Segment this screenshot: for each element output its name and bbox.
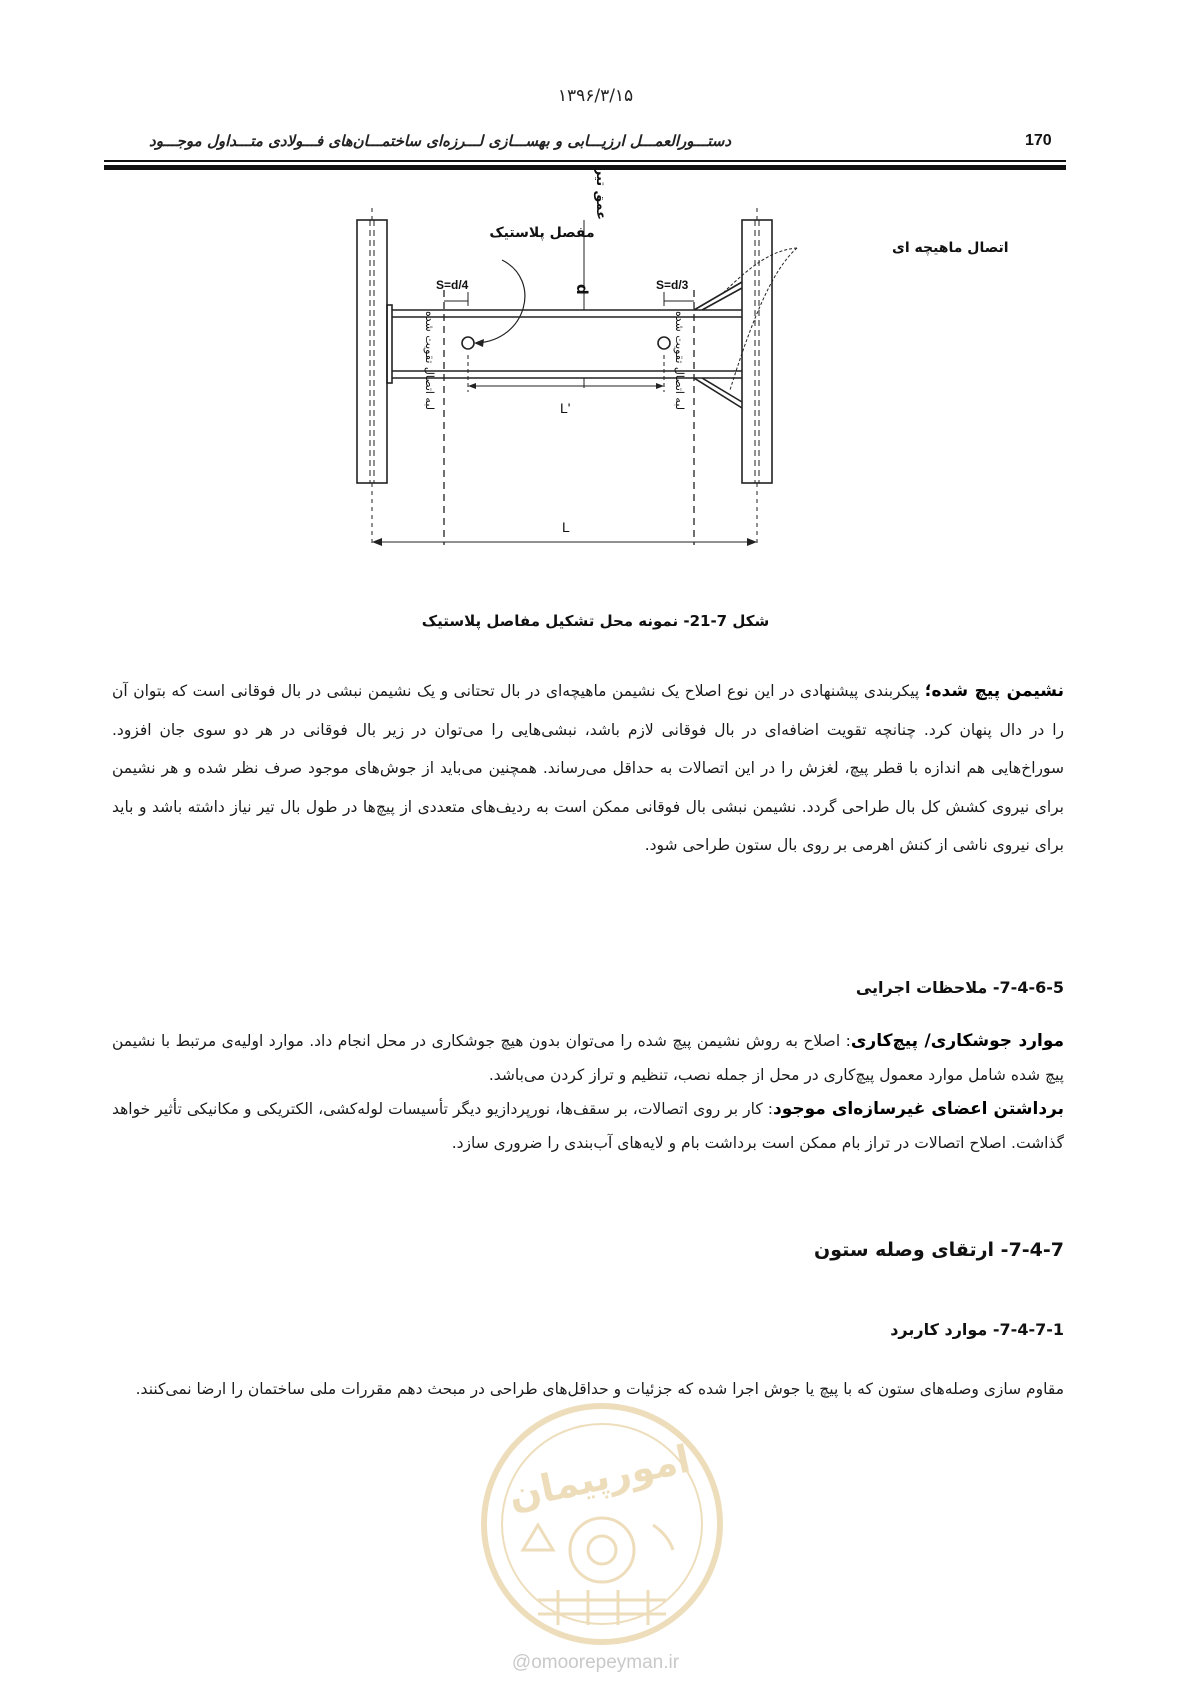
plastic-hinge-left — [462, 337, 474, 349]
left-column — [357, 220, 387, 483]
paragraph-bolted-seat — [112, 672, 1064, 865]
header-rule-thin — [104, 160, 1066, 162]
right-column — [742, 220, 772, 483]
paragraph-execution — [112, 1024, 1064, 1160]
label-edge-right: لبه اتصال تقویت شده — [673, 311, 686, 410]
watermark-logo — [478, 1400, 726, 1648]
page-number: 170 — [1025, 132, 1052, 149]
watermark-logo-text: امورپیمان — [504, 1436, 694, 1518]
label-edge-left: لبه اتصال تقویت شده — [423, 311, 436, 410]
plastic-hinge-diagram — [352, 167, 1009, 600]
running-header-title: دستـــورالعمـــل ارزیـــابی و بهســـازی لـــرزه‌ای ساختمـــان‌های فـــولادی متـــداول موجـــود — [149, 132, 731, 150]
header-rule-thick — [104, 165, 1066, 170]
label-s-left: S=d/4 — [436, 278, 469, 292]
label-l-prime: L' — [560, 400, 571, 416]
label-beam-depth-symbol: d — [573, 284, 591, 295]
section-heading-applications: 7-4-7-1- موارد کاربرد — [890, 1320, 1064, 1339]
label-beam-depth: عمق تیر — [593, 167, 608, 220]
section-heading-execution-notes: 7-4-6-5- ملاحظات اجرایی — [855, 978, 1064, 997]
label-haunch: اتصال ماهیچه ای — [892, 240, 1009, 256]
label-s-right: S=d/3 — [656, 278, 689, 292]
label-l: L — [562, 519, 570, 535]
paragraph-applications: مقاوم سازی وصله‌های ستون که با پیچ یا جوش اجرا شده که جزئیات و حداقل‌های طراحی در مبحث دهم مقررات ملی ساختمان را ارضا نمی‌کنند. — [135, 1380, 1064, 1398]
watermark-url: @omoorepeyman.ir — [511, 1652, 680, 1673]
paragraph-lead-welding: موارد جوشکاری/ پیچ‌کاری — [850, 1031, 1064, 1051]
paragraph-lead-nonstructural: برداشتن اعضای غیرسازه‌ای موجود — [773, 1099, 1065, 1119]
figure-caption: شکل 7-21- نمونه محل تشکیل مفاصل پلاستیک — [421, 612, 770, 630]
paragraph-lead: نشیمن پیچ شده؛ — [924, 681, 1064, 701]
paragraph-text-nonstructural: : کار بر روی اتصالات، بر سقف‌ها، نورپردازیو دیگر تأسیسات لوله‌کشی، الکتریکی و مکانیکی تأثیر خواهد گذاشت. اصلاح اتصالات در تراز بام ممکن است برداشت بام و لایه‌های آب‌بندی را ضروری سازد. — [112, 1100, 1064, 1152]
label-plastic-hinge: مفصل پلاستیک — [489, 225, 595, 241]
section-heading-column-splice: 7-4-7- ارتقای وصله ستون — [814, 1239, 1064, 1261]
document-date: ۱۳۹۶/۳/۱۵ — [557, 86, 634, 106]
paragraph-text: پیکربندی پیشنهادی در این نوع اصلاح یک نشیمن ماهیچه‌ای در بال تحتانی و یک نشیمن نبشی در بال فوقانی است که بتوان آن را در دال پنهان کرد. چنانچه تقویت اضافه‌ای در بال فوقانی لازم باشد، نبشی‌هایی را می‌توان در زیر بال فوقانی در هر دو سوی جان افزود. سوراخ‌هایی هم اندازه با قطر پیچ، لغزش را در این اتصالات به حداقل می‌رساند. همچنین می‌باید از جوش‌های موجود صرف نظر شده و هر نشیمن برای نیروی کشش کل بال طراحی گردد. نشیمن نبشی بال فوقانی ممکن است به ردیف‌های متعددی از پیچ‌ها در طول بال تیر نیاز داشته باشد و باید برای نیروی ناشی از کنش اهرمی بر روی بال ستون طراحی شود. — [112, 682, 1064, 854]
paragraph-text-welding: : اصلاح به روش نشیمن پیچ شده را می‌توان بدون هیچ جوشکاری در محل انجام داد. موارد اولیه‌ی مرتبط با نشیمن پیچ شده شامل موارد معمول پیچ‌کاری در محل از جمله نصب، تنظیم و تراز کردن می‌باشد. — [112, 1032, 1064, 1084]
plastic-hinge-right — [658, 337, 670, 349]
